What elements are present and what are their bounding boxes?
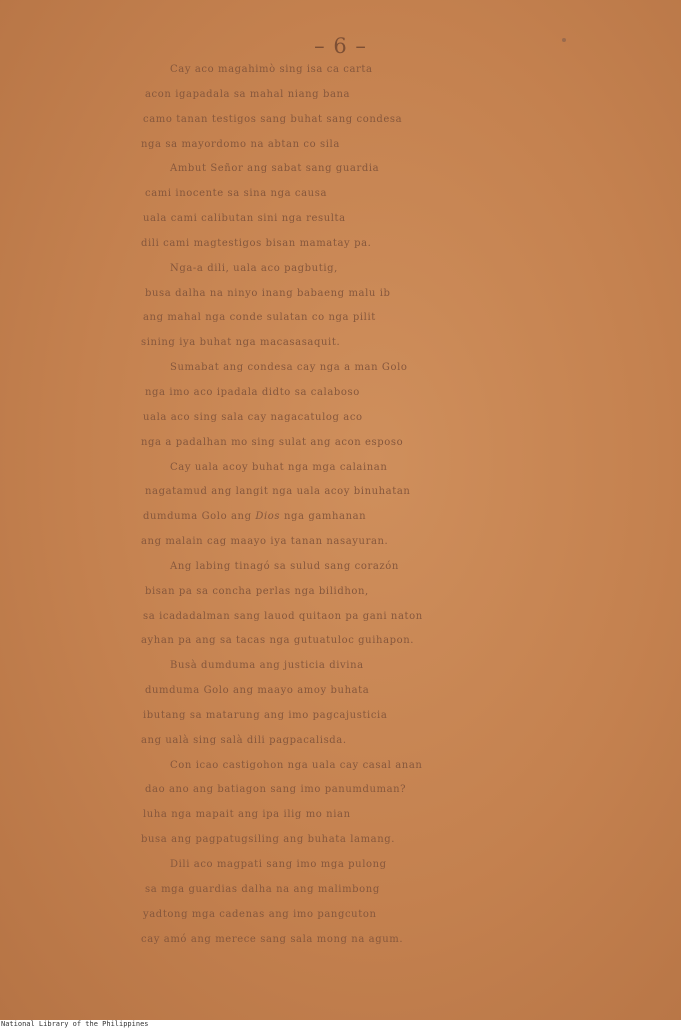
italic-word: Dios [255, 511, 281, 523]
verse-line: nga sa mayordomo na abtan co sila [141, 138, 340, 150]
verse-line: Busà dumduma ang justicia divina [170, 660, 364, 672]
verse-line: luha nga mapait ang ipa ilig mo nian [143, 809, 351, 821]
stanza-9 [0, 853, 681, 952]
ink-speck [562, 38, 566, 42]
stanza-8 [0, 754, 681, 853]
verse-line: Cay aco magahimò sing isa ca carta [170, 64, 373, 75]
library-credit: National Library of the Philippines [1, 1020, 149, 1028]
verse-line: busa dalha na ninyo inang babaeng malu ib [145, 287, 391, 299]
stanza-3 [0, 257, 681, 356]
poem-body [0, 58, 681, 952]
verse-line: sa mga guardias dalha na ang malimbong [145, 883, 380, 895]
verse-line: camo tanan testigos sang buhat sang condesa [143, 113, 403, 125]
verse-line: dumduma Golo ang Dios nga gamhanan [143, 511, 367, 523]
stanza-6 [0, 555, 681, 654]
verse-line: ang ualà sing salà dili pagpacalisda. [141, 734, 347, 746]
verse-line: Dili aco magpati sang imo mga pulong [170, 859, 387, 870]
verse-line: Nga-a dili, uala aco pagbutig, [170, 262, 338, 274]
verse-line: Ambut Señor ang sabat sang guardia [170, 163, 380, 175]
footer-strip [0, 1020, 681, 1028]
verse-line: dili cami magtestigos bisan mamatay pa. [141, 237, 372, 249]
verse-line: bisan pa sa concha perlas nga bilidhon, [145, 585, 369, 597]
verse-line: nga imo aco ipadala didto sa calaboso [145, 386, 360, 398]
page-number: – 6 – [314, 34, 367, 58]
verse-line: uala cami calibutan sini nga resulta [143, 213, 346, 225]
verse-line: nga a padalhan mo sing sulat ang acon esposo [141, 436, 404, 448]
verse-line: dao ano ang batiagon sang imo panumduman? [145, 784, 407, 796]
stanza-7 [0, 654, 681, 753]
verse-line: sa icadadalman sang lauod quitaon pa gani naton [143, 610, 423, 622]
verse-line: ang mahal nga conde sulatan co nga pilit [143, 312, 376, 324]
verse-line: ayhan pa ang sa tacas nga gutuatuloc guihapon. [141, 635, 415, 647]
verse-line: Cay uala acoy buhat nga mga calainan [170, 461, 388, 473]
verse-line: dumduma Golo ang maayo amoy buhata [145, 685, 370, 697]
verse-line: uala aco sing sala cay nagacatulog aco [143, 411, 363, 423]
stanza-1 [0, 58, 681, 157]
verse-line: nagatamud ang langit nga uala acoy binuhatan [145, 486, 411, 498]
verse-line: ibutang sa matarung ang imo pagcajusticia [143, 709, 388, 721]
verse-line: sining iya buhat nga macasasaquit. [141, 337, 341, 349]
verse-line: cay amó ang merece sang sala mong na agum. [141, 933, 404, 945]
verse-line: ang malain cag maayo iya tanan nasayuran. [141, 536, 389, 548]
verse-line: cami inocente sa sina nga causa [145, 188, 328, 200]
verse-line: acon igapadala sa mahal niang bana [145, 88, 351, 100]
stanza-2 [0, 157, 681, 256]
verse-line: yadtong mga cadenas ang imo pangcuton [143, 908, 377, 920]
verse-line: Sumabat ang condesa cay nga a man Golo [170, 362, 408, 374]
verse-line: Con icao castigohon nga uala cay casal anan [170, 759, 423, 771]
verse-line: busa ang pagpatugsiling ang buhata lamang. [141, 834, 396, 846]
verse-line: Ang labing tinagó sa sulud sang corazón [170, 560, 399, 572]
stanza-4 [0, 356, 681, 455]
stanza-5 [0, 456, 681, 555]
